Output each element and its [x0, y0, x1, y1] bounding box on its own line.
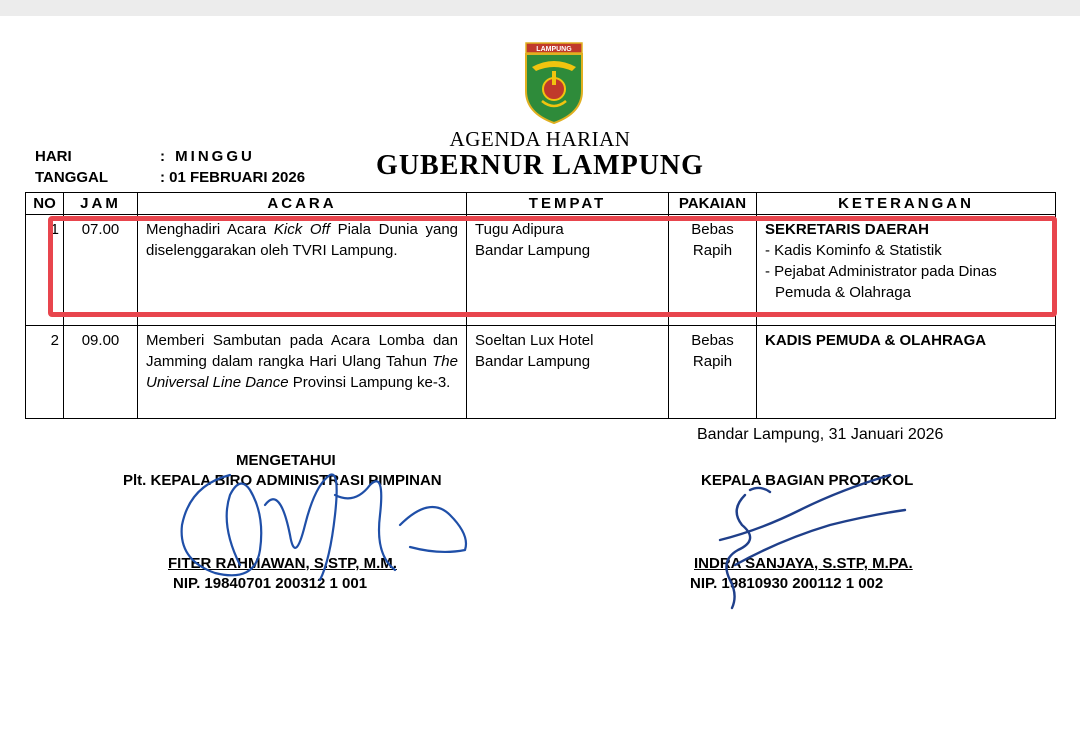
column-header-pakaian: PAKAIAN — [669, 193, 757, 215]
acknowledge-label: MENGETAHUI — [236, 452, 336, 469]
notes-heading: SEKRETARIS DAERAH — [765, 221, 929, 238]
row-venue: Soeltan Lux Hotel Bandar Lampung — [467, 326, 669, 419]
column-header-jam: JAM — [64, 193, 138, 215]
day-value: : MINGGU — [160, 148, 255, 165]
right-signature — [690, 470, 930, 610]
right-signer-title: KEPALA BAGIAN PROTOKOL — [701, 472, 914, 489]
right-signer-nip: NIP. 19810930 200112 1 002 — [690, 575, 884, 592]
row-venue: Tugu Adipura Bandar Lampung — [467, 215, 669, 326]
row-event: Menghadiri Acara Kick Off Piala Dunia yang diselenggarakan oleh TVRI Lampung. — [138, 215, 467, 326]
notes-item-continued: Pemuda & Olahraga — [775, 284, 911, 301]
table-header-row — [26, 193, 1056, 215]
agenda-title: AGENDA HARIAN — [449, 127, 631, 151]
notes-item: - Pejabat Administrator pada Dinas — [765, 263, 997, 280]
column-header-keterangan: KETERANGAN — [757, 193, 1056, 215]
column-header-tempat: TEMPAT — [467, 193, 669, 215]
date-label: TANGGAL — [35, 169, 109, 186]
office-title: GUBERNUR LAMPUNG — [376, 150, 704, 181]
row-number: 1 — [26, 215, 64, 326]
lampung-emblem-logo — [522, 41, 586, 125]
row-notes — [757, 326, 1056, 419]
row-number: 2 — [26, 326, 64, 419]
notes-item: - Kadis Kominfo & Statistik — [765, 242, 942, 259]
right-signer-name: INDRA SANJAYA, S.STP, M.PA. — [694, 555, 913, 572]
row-dress-code: Bebas Rapih — [669, 215, 757, 326]
place-date: Bandar Lampung, 31 Januari 2026 — [697, 426, 944, 443]
notes-heading: KADIS PEMUDA & OLAHRAGA — [765, 332, 987, 349]
date-value: : 01 FEBRUARI 2026 — [160, 169, 306, 186]
top-bar — [0, 0, 1080, 16]
row-dress-code: Bebas Rapih — [669, 326, 757, 419]
column-header-acara: ACARA — [138, 193, 467, 215]
left-signature — [170, 455, 480, 595]
left-signer-nip: NIP. 19840701 200312 1 001 — [173, 575, 368, 592]
highlight-box — [48, 216, 1057, 317]
table-row — [26, 326, 1056, 419]
row-event: Memberi Sambutan pada Acara Lomba dan Jamming dalam rangka Hari Ulang Tahun The Universal Line Dance Provinsi Lampung ke-3. — [138, 326, 467, 419]
day-label: HARI — [35, 148, 72, 165]
svg-text:LAMPUNG: LAMPUNG — [536, 46, 572, 53]
left-signer-name: FITER RAHMAWAN, S.STP, M.M. — [168, 555, 397, 572]
left-signer-title: Plt. KEPALA BIRO ADMINISTRASI PIMPINAN — [123, 472, 442, 489]
row-time: 09.00 — [64, 326, 138, 419]
row-time: 07.00 — [64, 215, 138, 326]
column-header-no: NO — [26, 193, 64, 215]
